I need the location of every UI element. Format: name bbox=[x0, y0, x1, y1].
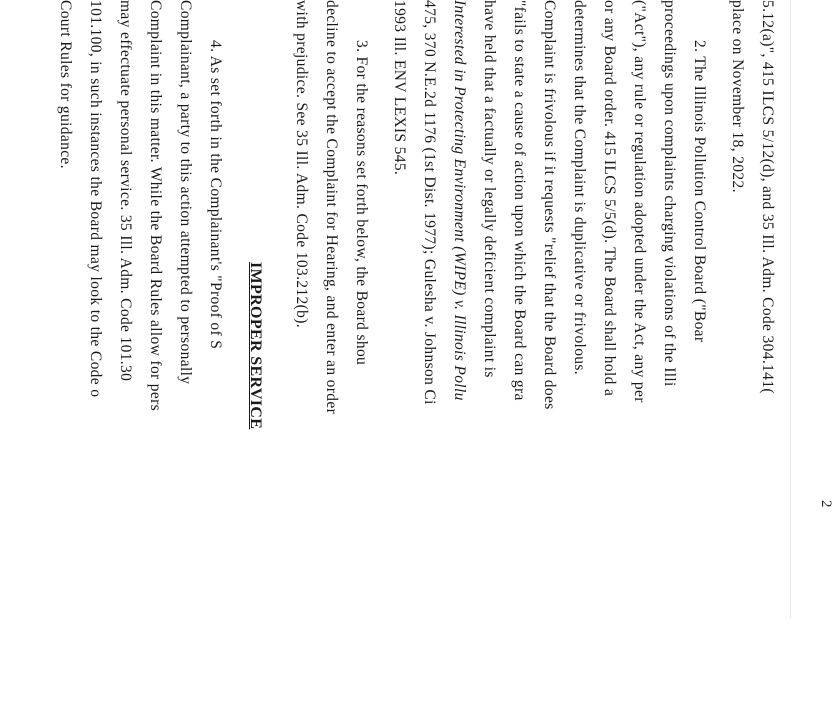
paragraph-3-first-line: 3. For the reasons set forth below, the Board shou bbox=[353, 40, 370, 366]
body-line: Complaint is frivolous if it requests "relief that the Board does bbox=[541, 0, 558, 410]
body-line: 5.12(a)", 415 ILCS 5/12(d), and 35 Ill. Adm. Code 304.141( bbox=[759, 0, 776, 394]
body-line: decline to accept the Complaint for Hearing, and enter an order bbox=[323, 0, 340, 415]
case-citation-line: Interested in Protecting Environment (WIPE) v. Illinois Pollu bbox=[451, 0, 468, 401]
body-line: have held that a factually or legally deficient complaint is bbox=[481, 0, 498, 378]
body-line: with prejudice. See 35 Ill. Adm. Code 103.212(b). bbox=[293, 0, 310, 328]
body-line: ("Act"), any rule or regulation adopted under the Act, any per bbox=[631, 0, 648, 403]
rotated-document-body bbox=[57, 0, 834, 720]
paragraph-2-first-line: 2. The Illinois Pollution Control Board ("Boar bbox=[691, 40, 708, 343]
body-line: or any Board order. 415 ILCS 5/5(d). The Board shall hold a bbox=[601, 0, 618, 397]
paragraph-4-first-line: 4. As set forth in the Complainant's "Proof of S bbox=[207, 40, 224, 350]
body-line: may effectuate personal service. 35 Ill. Adm. Code 101.30 bbox=[117, 0, 134, 382]
body-line: Complaint in this matter. While the Board Rules allow for pers bbox=[147, 0, 164, 412]
section-heading: IMPROPER SERVICE bbox=[247, 262, 264, 430]
page-number: 2 bbox=[818, 500, 834, 508]
body-line: place on November 18, 2022. bbox=[729, 0, 746, 193]
body-line: "fails to state a cause of action upon which the Board can gra bbox=[511, 0, 528, 401]
body-line: determines that the Complaint is duplicative or frivolous. bbox=[571, 0, 588, 376]
body-line: 1993 Ill. ENV LEXIS 545. bbox=[391, 0, 408, 176]
body-line: 475, 370 N.E.2d 1176 (1st Dist. 1977); Gulesha v. Johnson Ci bbox=[421, 0, 438, 405]
body-line: proceedings upon complaints charging violations of the Illi bbox=[661, 0, 678, 387]
body-line: Court Rules for guidance. bbox=[57, 0, 74, 169]
body-line: Complainant, a party to this action attempted to personally bbox=[177, 0, 194, 385]
scan-edge bbox=[790, 0, 791, 618]
body-line: 101.100, in such instances the Board may look to the Code o bbox=[87, 0, 104, 398]
